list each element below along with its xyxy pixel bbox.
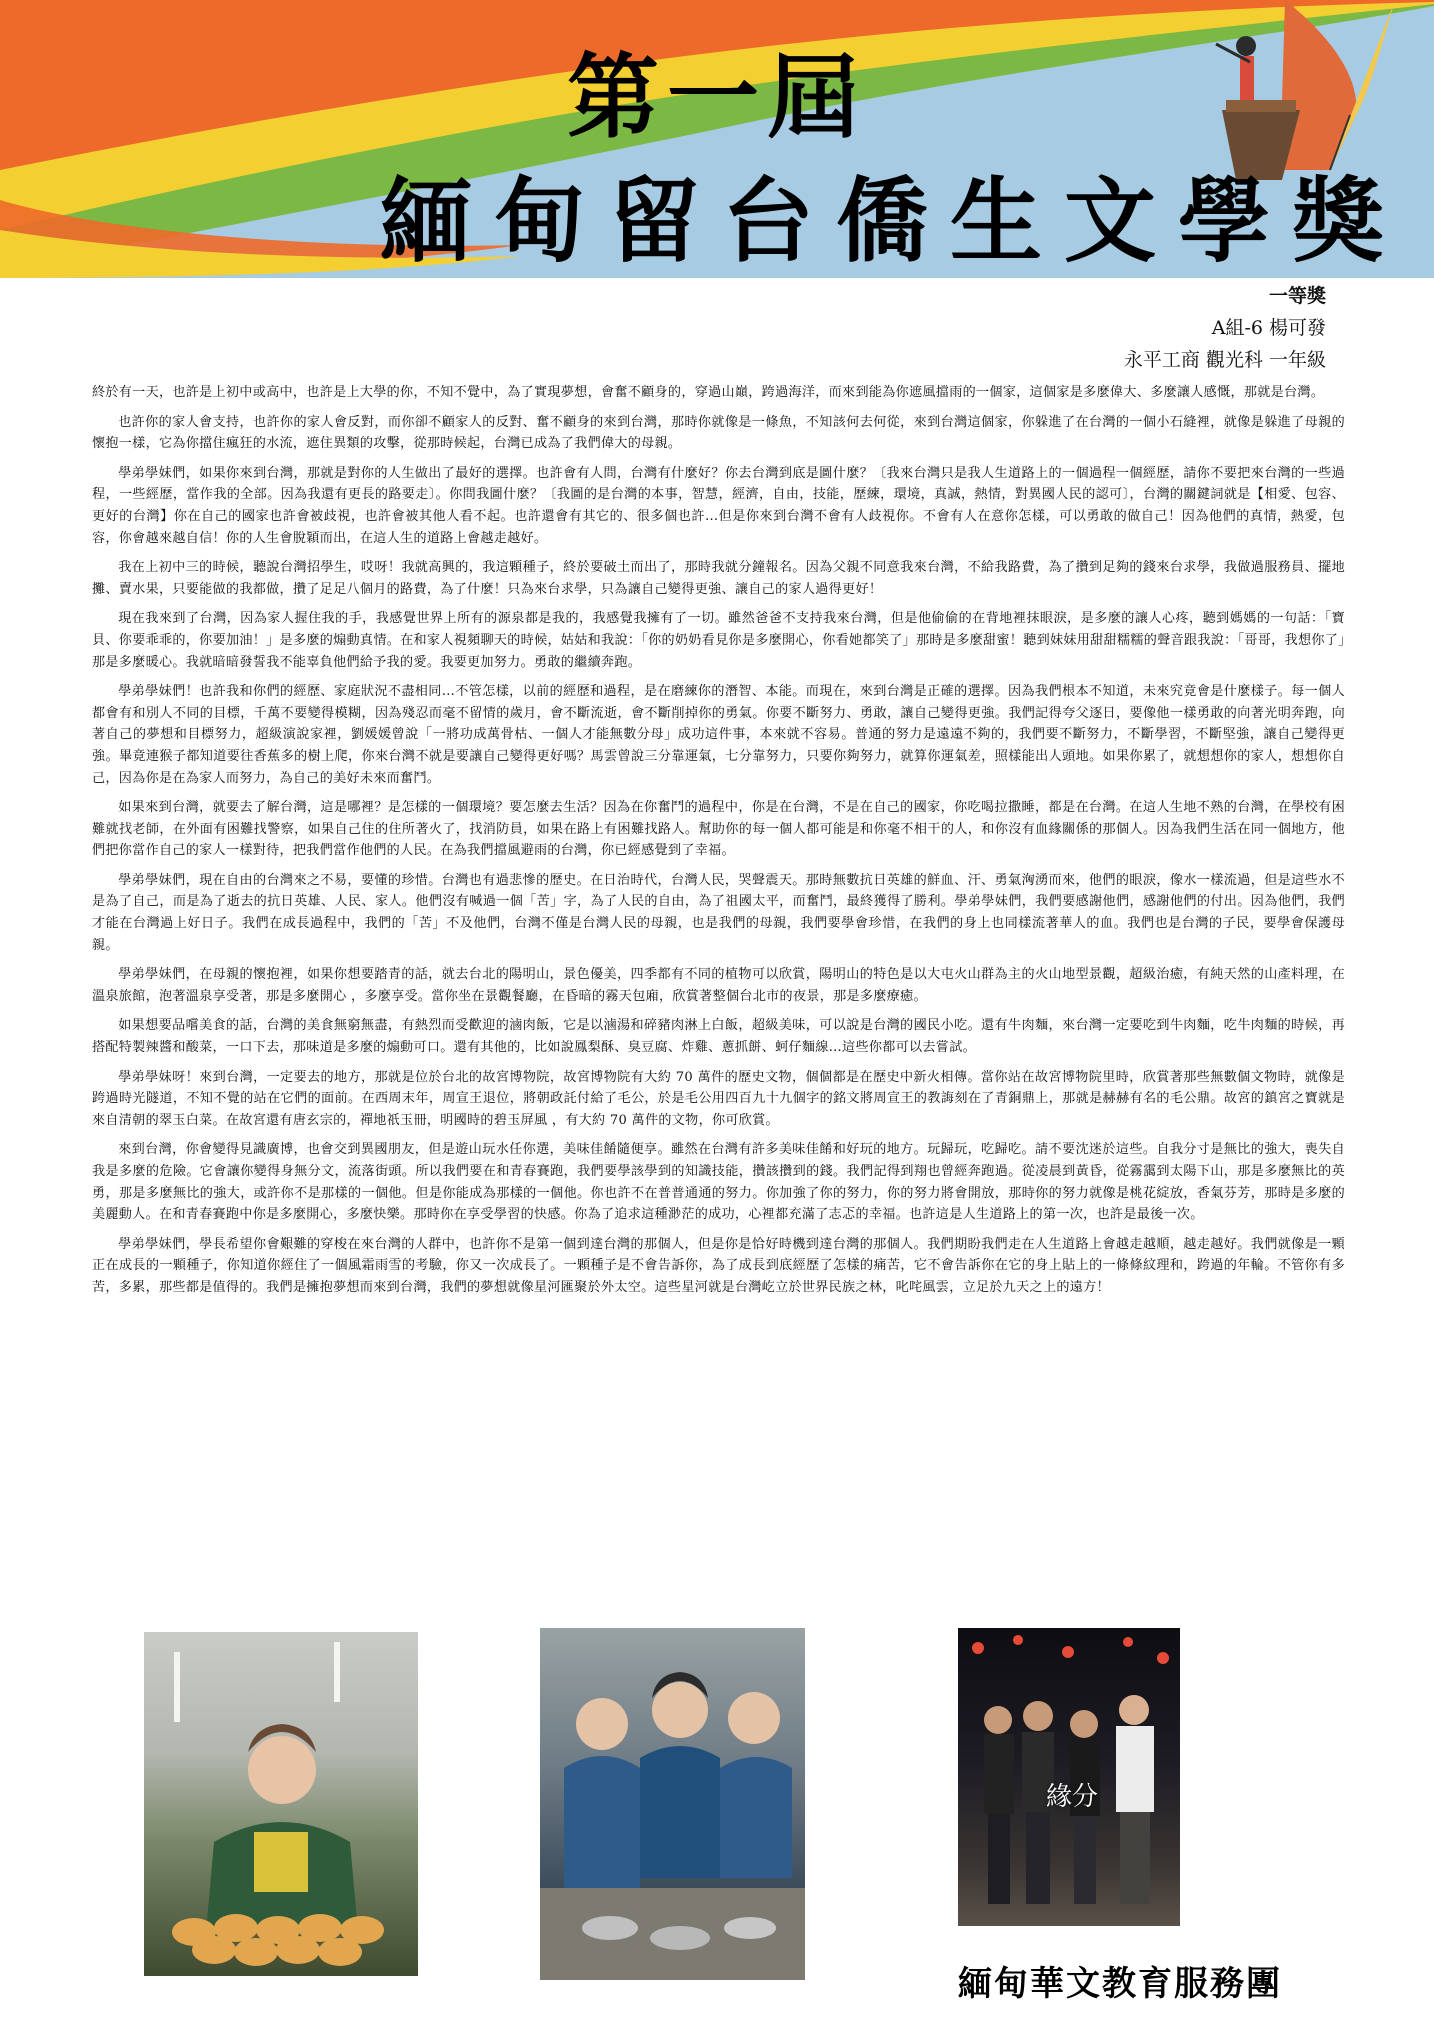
page-title-line2: 緬甸留台僑生文學獎 [380,167,1407,275]
article-paragraph: 學弟學妹們！也許我和你們的經歷、家庭狀況不盡相同…不管怎樣，以前的經歷和過程，是在磨練你的潛智、本能。而現在，來到台灣是正確的選擇。因為我們根本不知道，未來究竟會是什麼樣子。每一個人都會有和別人不同的目標，千萬不要變得模糊，因為殘忍而毫不留情的歲月，會不斷流逝，會不斷削掉你的勇氣。你要不斷努力、勇敢，讓自己變得更強。我們記得夸父逐日，要像他一樣勇敢的向著光明奔跑，向著自己的夢想和目標努力，超級演說家裡，劉媛媛曾說「一將功成萬骨枯、一個人才能無數分母」成功這件事，本來就不容易。普通的努力是遠遠不夠的，我們要不斷努力，不斷學習，不斷堅強，讓自己變得更強。畢竟連猴子都知道要往香蕉多的樹上爬，你來台灣不就是要讓自己變得更好嗎？馬雲曾說三分靠運氣，七分靠努力，只要你夠努力，就算你運氣差，照樣能出人頭地。如果你累了，就想想你的家人，想想你自己，因為你是在為家人而努力，為自己的美好未來而奮鬥。 [92,684,1345,786]
article-paragraph: 現在我來到了台灣，因為家人握住我的手，我感覺世界上所有的源泉都是我的，我感覺我擁有了一切。雖然爸爸不支持我來台灣，但是他偷偷的在背地裡抹眼淚，是多麼的讓人心疼，聽到媽媽的一句話：「寶貝、你要乖乖的，你要加油！」是多麼的煽動真情。在和家人視頻聊天的時候，姑姑和我說：「你的奶奶看見你是多麼開心，你看她都笑了」那時是多麼甜蜜！聽到妹妹用甜甜糯糯的聲音跟我說：「哥哥，我想你了」那是多麼暖心。我就暗暗發誓我不能辜負他們給予我的愛。我要更加努力。勇敢的繼續奔跑。 [92,611,1345,670]
page-title-line1: 第一屆 [566,43,867,151]
article-paragraph: 如果來到台灣，就要去了解台灣，這是哪裡？是怎樣的一個環境？要怎麼去生活？因為在你奮鬥的過程中，你是在台灣，不是在自己的國家，你吃喝拉撒睡，都是在台灣。在這人生地不熟的台灣，在學校有困難就找老師，在外面有困難找警察，如果自己住的住所著火了，找消防員，如果在路上有困難找路人。幫助你的每一個人都可能是和你毫不相干的人，和你沒有血緣關係的那個人。因為我們生活在同一個地方，他們把你當作自己的家人一樣對待，把我們當作他們的人民。在為我們擋風避雨的台灣，你已經感覺到了幸福。 [92,800,1345,859]
photo-caption: 緣分 [1046,1782,1099,1812]
article-paragraph: 學弟學妹們，如果你來到台灣，那就是對你的人生做出了最好的選擇。也許會有人問，台灣有什麼好？你去台灣到底是圖什麼？〔我來台灣只是我人生道路上的一個過程一個經歷，請你不要把來台灣的一些過程，一些經歷，當作我的全部。因為我還有更長的路要走〕。你問我圖什麼？〔我圖的是台灣的本事，智慧，經濟，自由，技能，歷練，環境，真誠，熱情，對異國人民的認可〕，台灣的關鍵詞就是【相愛、包容、更好的台灣】你在自己的國家也許會被歧視，也許會被其他人看不起。也許還會有其它的、很多個也許…但是你來到台灣不會有人歧視你。不會有人在意你怎樣，可以勇敢的做自己！因為他們的真情，熱愛，包容，你會越來越自信！你的人生會脫穎而出，在這人生的道路上會越走越好。 [92,465,1345,546]
author-info [1124,280,1326,376]
article-paragraph: 如果想要品嚐美食的話，台灣的美食無窮無盡，有熱烈而受歡迎的滷肉飯，它是以滷湯和碎豬肉淋上白飯，超級美味，可以說是台灣的國民小吃。還有牛肉麵，來台灣一定要吃到牛肉麵，吃牛肉麵的時候，再搭配特製辣醬和酸菜，一口下去，那味道是多麼的煽動可口。還有其他的，比如說鳳梨酥、臭豆腐、炸雞、蔥抓餅、蚵仔麵線…這些你都可以去嘗試。 [92,1018,1345,1056]
article-paragraph: 學弟學妹們，現在自由的台灣來之不易，要懂的珍惜。台灣也有過悲慘的歷史。在日治時代，台灣人民，哭聲震天。那時無數抗日英雄的鮮血、汗、勇氣洶湧而來，他們的眼淚，像水一樣流過，但是這些水不是為了自己，而是為了逝去的抗日英雄、人民、家人。他們沒有喊過一個「苦」字，為了人民的自由，為了祖國太平，而奮鬥，最終獲得了勝利。學弟學妹們，我們要感謝他們，感謝他們的付出。因為他們，我們才能在台灣過上好日子。我們在成長過程中，我們的「苦」不及他們，台灣不僅是台灣人民的母親，也是我們的母親，我們要學會珍惜，在我們的身上也同樣流著華人的血。我們也是台灣的子民，要學會保護母親。 [92,872,1345,953]
article-paragraph: 來到台灣，你會變得見識廣博，也會交到異國朋友，但是遊山玩水任你選，美味佳餚隨便享。雖然在台灣有許多美味佳餚和好玩的地方。玩歸玩，吃歸吃。請不要沈迷於這些。自我分寸是無比的強大，喪失自我是多麼的危險。它會讓你變得身無分文，流落街頭。所以我們要在和青春賽跑，我們要學該學到的知識技能，攢該攢到的錢。我們記得到翔也曾經奔跑過。從凌晨到黃昏，從霧靄到太陽下山，那是多麼無比的英勇，那是多麼無比的強大，或許你不是那樣的一個他。但是你能成為那樣的一個他。你也許不在普普通通的努力。你加強了你的努力，你的努力將會開放，那時你的努力就像是桃花綻放，香氣芬芳，那時是多麼的美麗動人。在和青春賽跑中你是多麼開心，多麼快樂。那時你在享受學習的快感。你為了追求這種渺茫的成功，心裡都充滿了志忑的幸福。也許這是人生道路上的第一次，也許是最後一次。 [92,1142,1345,1223]
photo-baking [144,1632,418,1976]
article-paragraph: 也許你的家人會支持，也許你的家人會反對，而你卻不顧家人的反對、奮不顧身的來到台灣，那時你就像是一條魚，不知該何去何從，來到台灣這個家，你躲進了在台灣的一個小石縫裡，就像是躲進了母親的懷抱一樣，它為你擋住瘋狂的水流，遮住異類的攻擊，從那時候起，台灣已成為了我們偉大的母親。 [92,414,1345,452]
organization-signature: 緬甸華文教育服務團 [958,1964,1282,2004]
photo-cooking [540,1628,805,1980]
article-paragraph: 終於有一天，也許是上初中或高中，也許是上大學的你，不知不覺中，為了實現夢想，會奮不顧身的，穿過山巔，跨過海洋，而來到能為你遮風擋雨的一個家，這個家是多麼偉大、多麼讓人感慨，那就是台灣。 [92,385,1325,400]
group-author: A組-6 楊可發 [1211,317,1326,339]
article-paragraph: 學弟學妹呀！來到台灣，一定要去的地方，那就是位於台北的故宮博物院，故宮博物院有大約 70 萬件的歷史文物，個個都是在歷史中新火相傳。當你站在故宮博物院里時，欣賞著那些無數個文物時，就像是跨過時光隧道，不知不覺的站在它們的面前。在西周末年，周宣王退位，將朝政託付給了毛公，於是毛公用四百九十九個字的銘文將周宣王的教誨刻在了青銅鼎上，那就是赫赫有名的毛公鼎。故宮的鎮宮之寶就是來自清朝的翠玉白菜。在故宮還有唐玄宗的，禪地祇玉冊，明國時的碧玉屏風 ，有大約 70 萬件的文物，你可欣賞。 [92,1069,1345,1128]
article-paragraph: 學弟學妹們，學長希望你會艱難的穿梭在來台灣的人群中，也許你不是第一個到達台灣的那個人，但是你是恰好時機到達台灣的那個人。我們期盼我們走在人生道路上會越走越順，越走越好。我們就像是一顆正在成長的一顆種子，你知道你經住了一個風霜雨雪的考驗，你又一次成長了。一顆種子是不會告訴你，為了成長到底經歷了怎樣的痛苦，它不會告訴你在它的身上貼上的一條條紋理和，跨過的年輪。不管你有多苦，多累，那些都是值得的。我們是擁抱夢想而來到台灣，我們的夢想就像星河匯聚於外太空。這些星河就是台灣屹立於世界民族之林，叱咤風雲，立足於九天之上的遠方！ [92,1236,1345,1295]
article-paragraph: 學弟學妹們，在母親的懷抱裡，如果你想要踏青的話，就去台北的陽明山，景色優美，四季都有不同的植物可以欣賞，陽明山的特色是以大屯火山群為主的火山地型景觀，超級治癒，有純天然的山產料理，在溫泉旅館，泡著溫泉享受著，那是多麼開心 ，多麼享受。當你坐在景觀餐廳，在昏暗的霧天包廂，欣賞著整個台北市的夜景，那是多麼療癒。 [92,967,1345,1004]
prize-label: 一等獎 [1268,285,1326,307]
school-department: 永平工商 觀光科 一年級 [1123,349,1326,371]
article-body [92,382,1345,1307]
article-paragraph: 我在上初中三的時候，聽說台灣招學生，哎呀！我就高興的，我這顆種子，終於要破土而出了，那時我就分鐘報名。因為父親不同意我來台灣，不給我路費，為了攢到足夠的錢來台求學，我做過服務員、擺地攤、賣水果，只要能做的我都做，攢了足足八個月的路費，為了什麼！只為來台求學，只為讓自己變得更強、讓自己的家人過得更好！ [92,560,1345,597]
header-banner [0,0,1434,278]
